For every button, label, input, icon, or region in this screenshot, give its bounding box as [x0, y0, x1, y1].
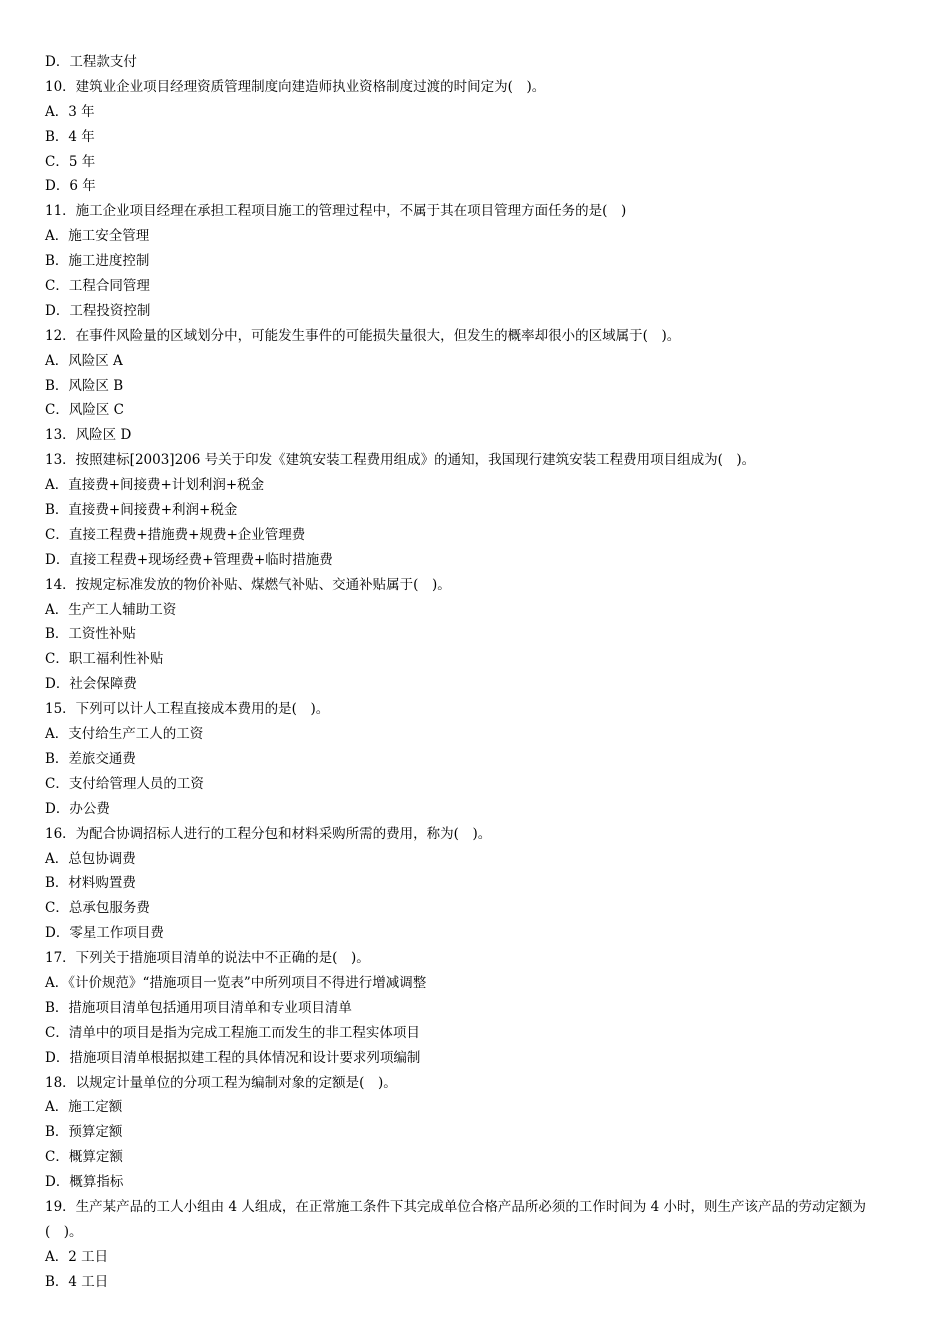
- text-line: C．直接工程费+措施费+规费+企业管理费: [45, 526, 306, 543]
- text-line: 15．下列可以计人工程直接成本费用的是( )。: [45, 701, 330, 718]
- text-line: A．施工安全管理: [45, 228, 150, 245]
- text-line: 14．按规定标准发放的物价补贴、煤燃气补贴、交通补贴属于( )。: [45, 576, 451, 593]
- text-line: D．工程投资控制: [45, 302, 151, 319]
- text-line: A．直接费+间接费+计划利润+税金: [45, 477, 265, 494]
- question-19-line-1: 19．生产某产品的工人小组由 4 人组成，在正常施工条件下其完成单位合格产品所必须的工作时间为 4 小时，则生产该产品的劳动定额为: [45, 1198, 867, 1215]
- text-line: B．直接费+间接费+利润+税金: [45, 502, 238, 519]
- text-line: B．施工进度控制: [45, 253, 150, 270]
- text-line: C．概算定额: [45, 1149, 123, 1166]
- text-line: A．《计价规范》“措施项目一览表”中所列项目不得进行增减调整: [45, 974, 427, 991]
- question-lines: [45, 50, 907, 1195]
- text-line: D．措施项目清单根据拟建工程的具体情况和设计要求列项编制: [45, 1049, 421, 1066]
- text-line: 16．为配合协调招标人进行的工程分包和材料采购所需的费用，称为( )。: [45, 825, 492, 842]
- text-line: A．施工定额: [45, 1099, 123, 1116]
- text-line: A．风险区 A: [45, 352, 123, 369]
- text-line: A．总包协调费: [45, 850, 136, 867]
- text-line: 13．按照建标[2003]206 号关于印发《建筑安装工程费用组成》的通知，我国现行建筑安装工程费用项目组成为( )。: [45, 452, 756, 469]
- text-line: D．工程款支付: [45, 54, 137, 70]
- question-19-line-2: ( )。: [45, 1223, 83, 1240]
- text-line: C．5 年: [45, 153, 96, 170]
- text-line: A．支付给生产工人的工资: [45, 726, 204, 743]
- text-line: D．社会保障费: [45, 676, 137, 693]
- text-line: C．总承包服务费: [45, 900, 150, 917]
- text-line: B．预算定额: [45, 1124, 123, 1141]
- text-line: 11．施工企业项目经理在承担工程项目施工的管理过程中，不属于其在项目管理方面任务的是( ): [45, 203, 627, 220]
- option-line: A．2 工日: [45, 1248, 109, 1265]
- text-line: A．3 年: [45, 103, 95, 120]
- text-line: C．清单中的项目是指为完成工程施工而发生的非工程实体项目: [45, 1024, 420, 1041]
- option-line: B．4 工日: [45, 1273, 109, 1290]
- text-line: B．差旅交通费: [45, 750, 136, 767]
- text-line: D．办公费: [45, 800, 110, 817]
- text-line: C．职工福利性补贴: [45, 651, 164, 668]
- text-line: D．概算指标: [45, 1174, 124, 1191]
- text-line: D．零星工作项目费: [45, 925, 164, 942]
- text-line: B．4 年: [45, 128, 95, 145]
- text-line: C．支付给管理人员的工资: [45, 775, 204, 792]
- text-line: D．6 年: [45, 178, 96, 195]
- text-line: B．工资性补贴: [45, 626, 136, 643]
- text-line: 10．建筑业企业项目经理资质管理制度向建造师执业资格制度过渡的时间定为( )。: [45, 78, 546, 95]
- text-line: B．风险区 B: [45, 377, 124, 394]
- document-page: [45, 50, 907, 1295]
- text-line: 18．以规定计量单位的分项工程为编制对象的定额是( )。: [45, 1074, 397, 1091]
- text-line: 12．在事件风险量的区域划分中，可能发生事件的可能损失量很大，但发生的概率却很小的区域属于( )。: [45, 327, 681, 344]
- text-line: B．材料购置费: [45, 875, 136, 892]
- text-line: 13．风险区 D: [45, 427, 132, 444]
- text-line: D．直接工程费+现场经费+管理费+临时措施费: [45, 551, 333, 568]
- text-line: C．风险区 C: [45, 402, 124, 419]
- text-line: 17．下列关于措施项目清单的说法中不正确的是( )。: [45, 950, 370, 967]
- text-line: B．措施项目清单包括通用项目清单和专业项目清单: [45, 999, 352, 1016]
- text-line: A．生产工人辅助工资: [45, 601, 177, 618]
- text-line: C．工程合同管理: [45, 278, 150, 295]
